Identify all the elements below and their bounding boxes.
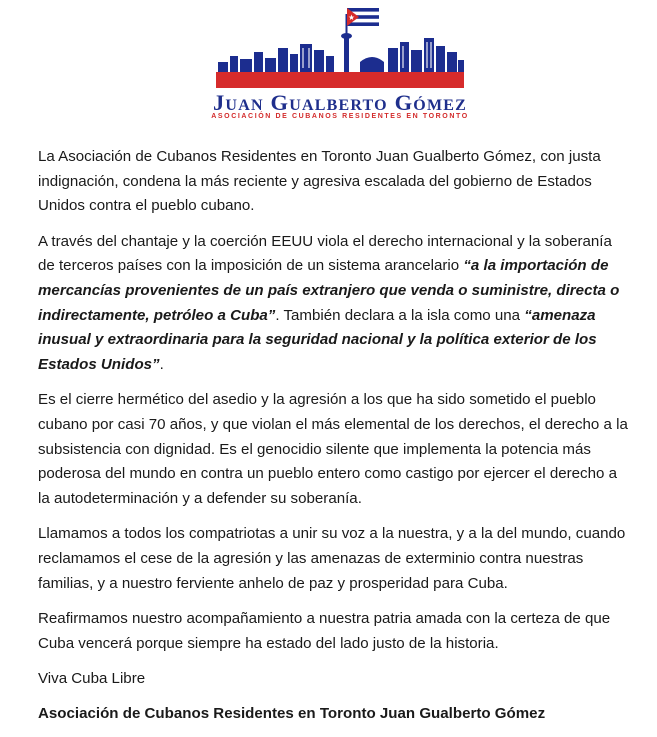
- skyline-red-band: [216, 72, 464, 88]
- statement-body: [38, 145, 628, 737]
- paragraph-2-quote-2: “amenaza inusual y extraordinaria para la seguridad nacional y la política exterior de los Estados Unidos”: [38, 306, 597, 373]
- paragraph-2-part-3: .: [159, 355, 164, 373]
- paragraph-4: Llamamos a todos los compatriotas a unir su voz a la nuestra, y a la del mundo, cuando reclamamos el cese de la agresión y las amenazas de exterminio contra nuestras familias, y a nuestro ferviente anhelo de paz y prosperidad para Cuba.: [38, 525, 626, 592]
- logo-title: Juan Gualberto Gómez: [212, 90, 467, 115]
- paragraph-2: [38, 230, 628, 378]
- paragraph-3: Es el cierre hermético del asedio y la agresión a los que ha sido sometido el pueblo cubano por casi 70 años, y que violan el más elemental de los derechos, el derecho a la subsistencia con dignidad. Es el genocidio silente que implementa la potencia más poderosa del mundo en contra un pueblo entero como castigo por ejercer el derecho a la autodeterminación y a defender su soberanía.: [38, 391, 628, 507]
- cuban-flag-icon: [347, 8, 379, 26]
- paragraph-1: La Asociación de Cubanos Residentes en Toronto Juan Gualberto Gómez, con justa indignación, condena la más reciente y agresiva escalada del gobierno de Estados Unidos contra el pueblo cubano.: [38, 148, 601, 215]
- paragraph-2-part-2: . También declara a la isla como una: [275, 306, 525, 324]
- paragraph-2-part-1: A través del chantaje y la coerción EEUU viola el derecho internacional y la soberanía de terceros países con la imposición de un sistema arancelario: [38, 232, 612, 275]
- paragraph-2-quote-1: “a la importación de mercancías provenientes de un país extranjero que venda o suministre, directa o indirectamente, petróleo a Cuba”: [38, 257, 620, 324]
- paragraph-5: Reafirmamos nuestro acompañamiento a nuestra patria amada con la certeza de que Cuba vencerá porque siempre ha estado del lado justo de la historia.: [38, 610, 611, 652]
- signature: Asociación de Cubanos Residentes en Toronto Juan Gualberto Gómez: [38, 704, 546, 722]
- closing-slogan: Viva Cuba Libre: [38, 670, 146, 688]
- toronto-skyline-icon: [150, 4, 530, 94]
- logo-subtitle: ASOCIACIÓN DE CUBANOS RESIDENTES EN TORONTO: [211, 113, 469, 120]
- association-logo: [150, 4, 530, 126]
